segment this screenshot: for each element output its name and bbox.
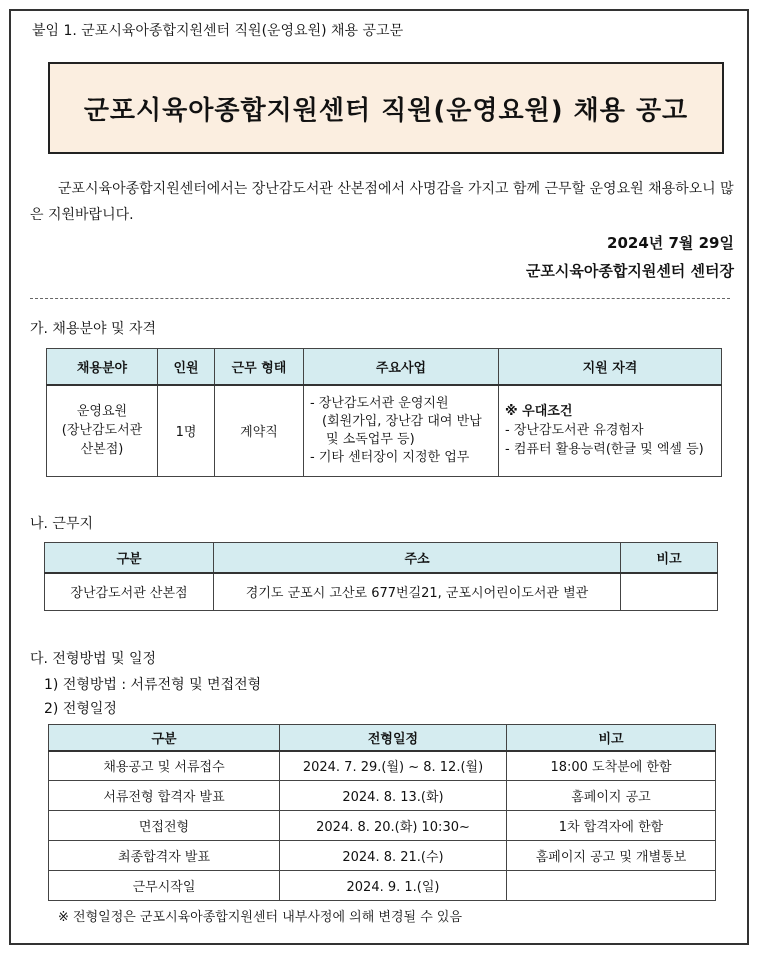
remark-cell: 홈페이지 공고 및 개별통보 xyxy=(507,841,716,871)
section-a-heading: 가. 채용분야 및 자격 xyxy=(30,321,156,337)
field-line: 운영요원 xyxy=(76,404,128,420)
header-type: 근무 형태 xyxy=(215,349,304,385)
header-duties: 주요사업 xyxy=(304,349,499,385)
duty-line: - 기타 센터장이 지정한 업무 xyxy=(310,449,470,465)
remark-cell: 18:00 도착분에 한함 xyxy=(507,751,716,781)
header-qualification: 지원 자격 xyxy=(499,349,722,385)
recruitment-table xyxy=(46,348,722,477)
schedule-label: 2) 전형일정 xyxy=(44,701,117,717)
dashed-divider xyxy=(30,298,730,299)
title-box xyxy=(48,62,724,154)
table-row xyxy=(49,781,716,811)
duty-line: - 장난감도서관 운영지원 xyxy=(310,395,449,411)
field-line: (장난감도서관 xyxy=(61,423,143,439)
table-row xyxy=(49,871,716,901)
qualification-cell xyxy=(499,385,722,477)
stage-cell: 근무시작일 xyxy=(49,871,280,901)
workplace-name: 장난감도서관 산본점 xyxy=(45,573,214,611)
header-schedule: 전형일정 xyxy=(280,725,507,751)
schedule-table xyxy=(48,724,716,901)
qual-title: ※ 우대조건 xyxy=(505,404,573,420)
workplace-remark xyxy=(621,573,718,611)
duty-line: 및 소독업무 등) xyxy=(326,431,415,447)
schedule-cell: 2024. 8. 20.(화) 10:30~ xyxy=(280,811,507,841)
remark-cell: 홈페이지 공고 xyxy=(507,781,716,811)
table-row xyxy=(49,841,716,871)
workplace-address: 경기도 군포시 고산로 677번길21, 군포시어린이도서관 별관 xyxy=(214,573,621,611)
stage-cell: 채용공고 및 서류접수 xyxy=(49,751,280,781)
schedule-cell: 2024. 8. 13.(화) xyxy=(280,781,507,811)
stage-cell: 최종합격자 발표 xyxy=(49,841,280,871)
header-count: 인원 xyxy=(158,349,215,385)
stage-cell: 서류전형 합격자 발표 xyxy=(49,781,280,811)
qual-item: - 컴퓨터 활용능력(한글 및 엑셀 등) xyxy=(505,442,704,458)
header-remark: 비고 xyxy=(507,725,716,751)
notice-date: 2024년 7월 29일 xyxy=(607,234,734,252)
duties-cell xyxy=(304,385,499,477)
field-cell xyxy=(47,385,158,477)
schedule-note: ※ 전형일정은 군포시육아종합지원센터 내부사정에 의해 변경될 수 있음 xyxy=(58,910,463,925)
header-remark: 비고 xyxy=(621,543,718,573)
notice-signer: 군포시육아종합지원센터 센터장 xyxy=(525,262,734,280)
stage-cell: 면접전형 xyxy=(49,811,280,841)
header-address: 주소 xyxy=(214,543,621,573)
remark-cell: 1차 합격자에 한함 xyxy=(507,811,716,841)
header-field: 채용분야 xyxy=(47,349,158,385)
table-row xyxy=(49,751,716,781)
header-stage: 구분 xyxy=(49,725,280,751)
remark-cell xyxy=(507,871,716,901)
qual-item: - 장난감도서관 유경험자 xyxy=(505,423,644,439)
field-line: 산본점) xyxy=(80,442,124,458)
header-category: 구분 xyxy=(45,543,214,573)
schedule-cell: 2024. 9. 1.(일) xyxy=(280,871,507,901)
attachment-label: 붙임 1. 군포시육아종합지원센터 직원(운영요원) 채용 공고문 xyxy=(32,23,404,39)
table-row xyxy=(49,811,716,841)
schedule-cell: 2024. 8. 21.(수) xyxy=(280,841,507,871)
page-title: 군포시육아종합지원센터 직원(운영요원) 채용 공고 xyxy=(83,95,689,126)
selection-method: 1) 전형방법 : 서류전형 및 면접전형 xyxy=(44,677,262,693)
count-cell: 1명 xyxy=(158,385,215,477)
section-b-heading: 나. 근무지 xyxy=(30,516,93,532)
workplace-table xyxy=(44,542,718,611)
schedule-cell: 2024. 7. 29.(월) ~ 8. 12.(월) xyxy=(280,751,507,781)
type-cell: 계약직 xyxy=(215,385,304,477)
duty-line: (회원가입, 장난감 대여 반납 xyxy=(322,413,482,429)
section-c-heading: 다. 전형방법 및 일정 xyxy=(30,651,156,667)
intro-paragraph: 군포시육아종합지원센터에서는 장난감도서관 산본점에서 사명감을 가지고 함께 근무할 운영요원 채용하오니 많은 지원바랍니다. xyxy=(30,181,734,223)
